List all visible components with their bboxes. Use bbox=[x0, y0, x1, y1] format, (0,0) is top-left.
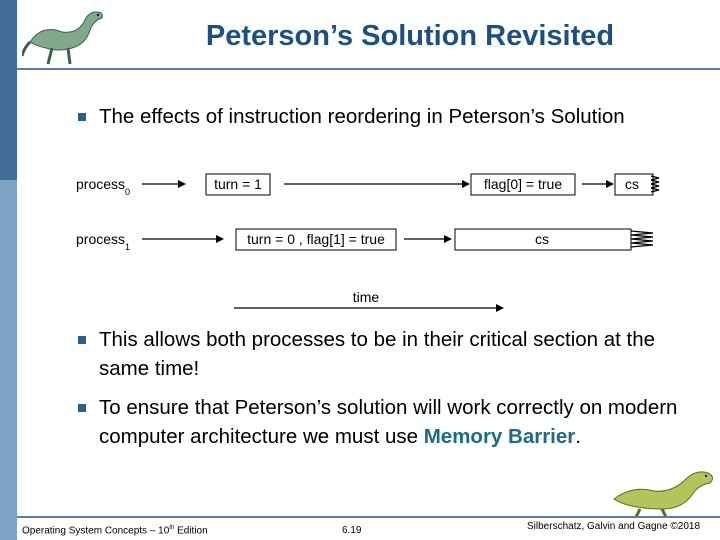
footer-page-number: 6.19 bbox=[342, 525, 362, 536]
p0-cs-arrowhead bbox=[606, 180, 614, 188]
bullet-text: The effects of instruction reordering in Peterson’s Solution bbox=[99, 105, 625, 128]
bullet-text: This allows both processes to be in their critical section at the same time! bbox=[99, 328, 656, 380]
dinosaur-logo-icon bbox=[22, 4, 112, 68]
bullet-text-before: To ensure that Peterson’s solution will work correctly on modern computer architecture we must use bbox=[99, 396, 678, 448]
bullet-text bbox=[99, 393, 688, 451]
time-arrowhead bbox=[496, 304, 504, 312]
p1-cs-continuation-icon bbox=[631, 231, 653, 247]
p0-cs-text: cs bbox=[625, 176, 639, 192]
header-rule bbox=[17, 68, 720, 70]
bullet-square-icon bbox=[78, 404, 86, 412]
bullet-memory-barrier bbox=[78, 393, 688, 451]
time-label: time bbox=[352, 289, 380, 305]
process0-label: process$_0$ bbox=[76, 176, 131, 197]
memory-barrier-keyword: Memory Barrier bbox=[423, 425, 576, 448]
p1-cs-text: cs bbox=[535, 231, 549, 247]
process1-label: process$_1$ bbox=[76, 231, 131, 252]
p0-flag-text: flag[0] = true bbox=[483, 176, 563, 192]
footer-book-title: Operating System Concepts – 10th Edition bbox=[22, 525, 208, 537]
bullet-text-after: . bbox=[575, 425, 581, 448]
dinosaur-footer-icon bbox=[610, 463, 718, 519]
footer-copyright: Silberschatz, Galvin and Gagne ©2018 bbox=[527, 521, 701, 532]
bullet-instruction-reordering bbox=[78, 102, 688, 131]
bullet-square-icon bbox=[78, 336, 86, 344]
page-title: Peterson’s Solution Revisited bbox=[205, 20, 615, 52]
footer-rule bbox=[17, 516, 720, 518]
process0-arrowhead bbox=[178, 180, 186, 188]
p1-turn-flag-text: turn = 0 , flag[1] = true bbox=[247, 231, 385, 247]
left-sidebar-bar bbox=[0, 0, 17, 540]
p0-turn-text: turn = 1 bbox=[214, 176, 262, 192]
bullet-square-icon bbox=[78, 113, 86, 121]
reordering-diagram bbox=[74, 168, 664, 318]
p1-mid-arrowhead bbox=[444, 235, 452, 243]
bullet-both-critical-section bbox=[78, 325, 688, 383]
process1-arrowhead bbox=[216, 235, 224, 243]
p0-mid-arrowhead bbox=[462, 180, 470, 188]
